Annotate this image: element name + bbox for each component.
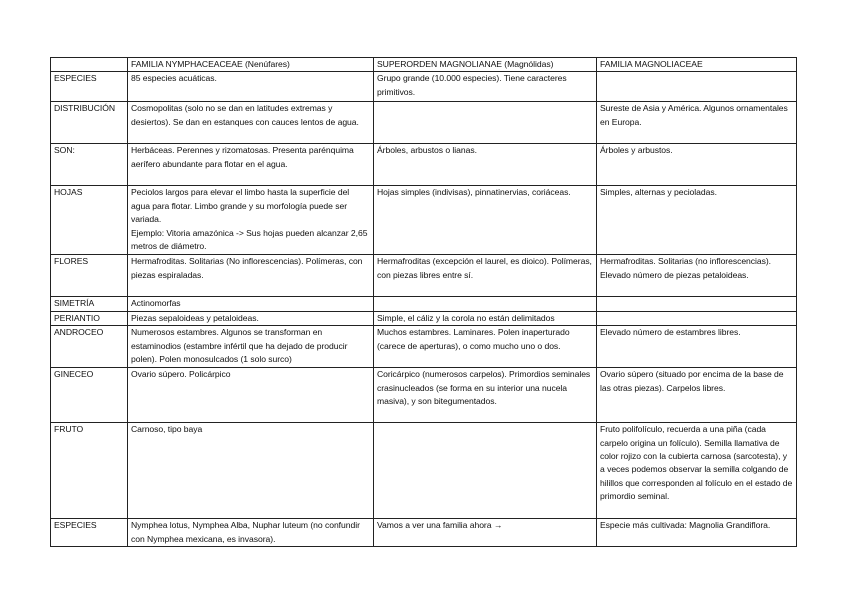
table-cell: Numerosos estambres. Algunos se transforman en estaminodios (estambre infértil que ha dejado de producir polen). Polen monosulcados (1 solo surco)	[128, 326, 374, 368]
row-label-simetria: SIMETRÍA	[51, 297, 128, 311]
table-cell: Simples, alternas y pecioladas.	[597, 186, 797, 255]
table-cell: Nymphea lotus, Nymphea Alba, Nuphar luteum (no confundir con Nymphea mexicana, es invasora).	[128, 519, 374, 547]
table-cell	[374, 423, 597, 519]
table-cell: Peciolos largos para elevar el limbo hasta la superficie del agua para flotar. Limbo grande y su morfología puede ser variada. Ejemplo: Vitoria amazónica -> Sus hojas pueden alcanzar 2,65 metros de diámetro.	[128, 186, 374, 255]
table-cell	[597, 297, 797, 311]
table-row	[51, 297, 797, 311]
table-row	[51, 72, 797, 102]
table-cell: Coricárpico (numerosos carpelos). Primordios seminales crasinucleados (se forma en su interior una nucela masiva), y son bitegumentados.	[374, 368, 597, 423]
table-header-row	[51, 58, 797, 72]
table-row	[51, 144, 797, 186]
table-cell: Hermafroditas (excepción el laurel, es dioico). Polímeras, con piezas libres entre sí.	[374, 255, 597, 297]
table-row	[51, 368, 797, 423]
table-row	[51, 186, 797, 255]
table-row	[51, 311, 797, 325]
table-row	[51, 423, 797, 519]
table-cell: Hermafroditas. Solitarias (no inflorescencias). Elevado número de piezas petaloideas.	[597, 255, 797, 297]
header-corner	[51, 58, 128, 72]
table-row	[51, 326, 797, 368]
table-cell: 85 especies acuáticas.	[128, 72, 374, 102]
table-cell: Grupo grande (10.000 especies). Tiene caracteres primitivos.	[374, 72, 597, 102]
table-cell: Simple, el cáliz y la corola no están delimitados	[374, 311, 597, 325]
table-cell: Ovario súpero. Policárpico	[128, 368, 374, 423]
table-cell	[374, 297, 597, 311]
table-row	[51, 519, 797, 547]
row-label-fruto: FRUTO	[51, 423, 128, 519]
table-cell: Hojas simples (indivisas), pinnatinervias, coriáceas.	[374, 186, 597, 255]
table-cell: Árboles, arbustos o lianas.	[374, 144, 597, 186]
table-cell	[597, 72, 797, 102]
header-magnolianae: SUPERORDEN MAGNOLIANAE (Magnólidas)	[374, 58, 597, 72]
table-cell	[597, 311, 797, 325]
table-cell: Sureste de Asia y América. Algunos ornamentales en Europa.	[597, 102, 797, 144]
table-cell: Ovario súpero (situado por encima de la base de las otras piezas). Carpelos libres.	[597, 368, 797, 423]
table-cell	[374, 102, 597, 144]
row-label-son: SON:	[51, 144, 128, 186]
row-label-periantio: PERIANTIO	[51, 311, 128, 325]
row-label-especies: ESPECIES	[51, 72, 128, 102]
row-label-flores: FLORES	[51, 255, 128, 297]
table-cell: Muchos estambres. Laminares. Polen inaperturado (carece de aperturas), o como mucho uno o dos.	[374, 326, 597, 368]
header-magnoliaceae: FAMILIA MAGNOLIACEAE	[597, 58, 797, 72]
table-cell: Piezas sepaloideas y petaloideas.	[128, 311, 374, 325]
table-cell: Especie más cultivada: Magnolia Grandiflora.	[597, 519, 797, 547]
row-label-androceo: ANDROCEO	[51, 326, 128, 368]
table-cell: Carnoso, tipo baya	[128, 423, 374, 519]
row-label-hojas: HOJAS	[51, 186, 128, 255]
table-cell: Actinomorfas	[128, 297, 374, 311]
header-nymphaeaceae: FAMILIA NYMPHACEACEAE (Nenúfares)	[128, 58, 374, 72]
table-cell: Árboles y arbustos.	[597, 144, 797, 186]
comparison-table	[50, 57, 797, 547]
table-cell: Herbáceas. Perennes y rizomatosas. Presenta parénquima aerífero abundante para flotar en el agua.	[128, 144, 374, 186]
table-cell: Vamos a ver una familia ahora →	[374, 519, 597, 547]
row-label-gineceo: GINECEO	[51, 368, 128, 423]
table-cell: Fruto polifolículo, recuerda a una piña (cada carpelo origina un folículo). Semilla llamativa de color rojizo con la cubierta carnosa (sarcotesta), y a veces podemos observar la semilla colgando de hilillos que corresponden al folículo en el estado de primordio seminal.	[597, 423, 797, 519]
table-row	[51, 102, 797, 144]
row-label-distribucion: DISTRIBUCIÓN	[51, 102, 128, 144]
table-cell: Hermafroditas. Solitarias (No inflorescencias). Polímeras, con piezas espiraladas.	[128, 255, 374, 297]
row-label-especies-2: ESPECIES	[51, 519, 128, 547]
table-cell: Cosmopolitas (solo no se dan en latitudes extremas y desiertos). Se dan en estanques con cauces lentos de agua.	[128, 102, 374, 144]
table-cell: Elevado número de estambres libres.	[597, 326, 797, 368]
table-row	[51, 255, 797, 297]
